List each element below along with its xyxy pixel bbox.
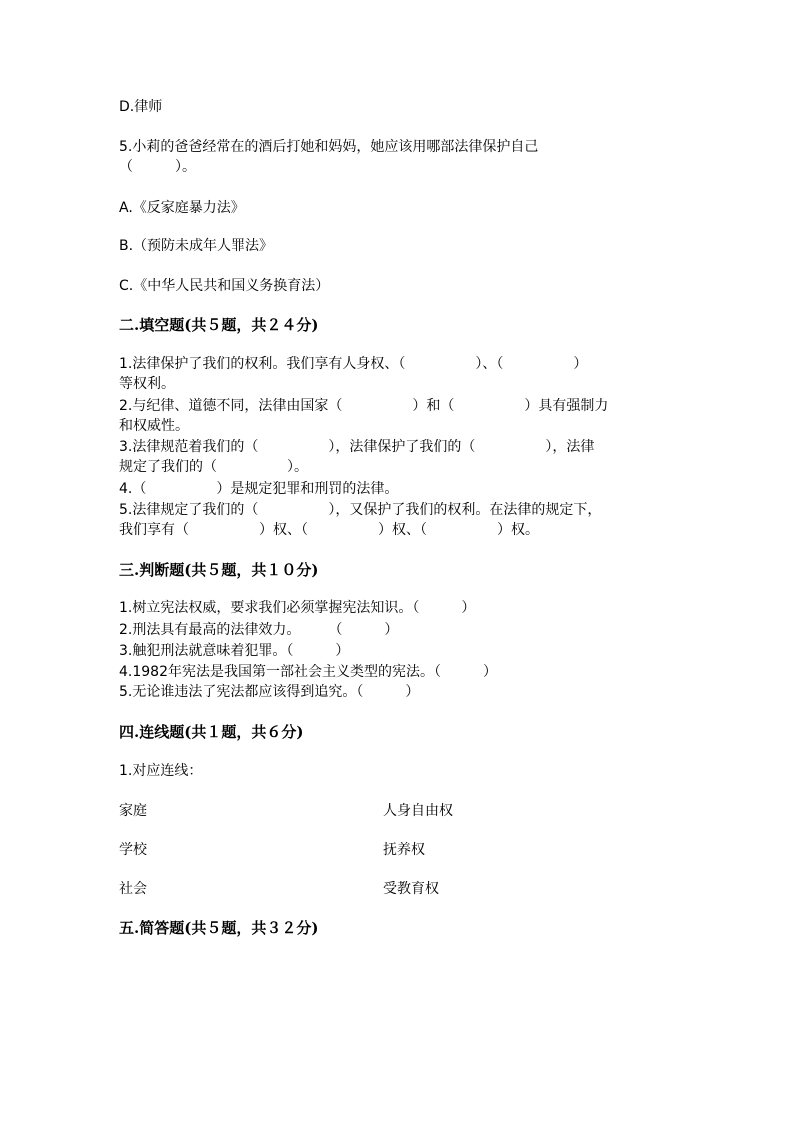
judge-line: 3.触犯刑法就意味着犯罪。（ ）	[119, 643, 350, 659]
fill-line: 和权威性。	[119, 418, 189, 434]
section-4-title: 四.连线题(共１题，共６分)	[119, 723, 304, 741]
fill-line: 等权利。	[119, 376, 175, 392]
fill-line: 2.与纪律、道德不同，法律由国家（ ）和（ ）具有强制力	[119, 398, 609, 414]
match-right-item: 受教育权	[383, 881, 439, 897]
q5-stem: 5.小莉的爸爸经常在的酒后打她和妈妈，她应该用哪部法律保护自己	[119, 139, 539, 155]
match-question: 1.对应连线：	[119, 763, 203, 779]
match-left-item: 社会	[119, 881, 147, 897]
q4-option-d: D.律师	[119, 99, 163, 115]
section-2-title: 二.填空题(共５题，共２４分)	[119, 316, 319, 334]
match-right-item: 抚养权	[383, 842, 425, 858]
judge-line: 2.刑法具有最高的法律效力。 （ ）	[119, 622, 399, 638]
judge-line: 5.无论谁违法了宪法都应该得到追究。（ ）	[119, 684, 420, 700]
fill-line: 5.法律规定了我们的（ ），又保护了我们的权利。在法律的规定下，	[119, 502, 602, 518]
judge-line: 4.1982年宪法是我国第一部社会主义类型的宪法。（ ）	[119, 664, 497, 680]
q5-option-a: A.《反家庭暴力法》	[119, 200, 245, 216]
q5-blank: （ ）。	[119, 159, 196, 175]
fill-line: 4.（ ）是规定犯罪和刑罚的法律。	[119, 481, 399, 497]
match-right-item: 人身自由权	[383, 803, 453, 819]
fill-line: 3.法律规范着我们的（ ），法律保护了我们的（ ），法律	[119, 439, 595, 455]
section-5-title: 五.简答题(共５题，共３２分)	[119, 919, 319, 937]
judge-line: 1.树立宪法权威，要求我们必须掌握宪法知识。（ ）	[119, 600, 476, 616]
fill-line: 我们享有（ ）权、（ ）权、（ ）权。	[119, 522, 539, 538]
fill-line: 1.法律保护了我们的权利。我们享有人身权、（ ）、（ ）	[119, 356, 588, 372]
q5-option-c: C.《中华人民共和国义务换育法）	[119, 278, 330, 294]
match-left-item: 家庭	[119, 803, 147, 819]
match-left-item: 学校	[119, 842, 147, 858]
section-3-title: 三.判断题(共５题，共１０分)	[119, 561, 319, 579]
fill-line: 规定了我们的（ ）。	[119, 459, 308, 475]
q5-option-b: B.（预防未成年人罪法》	[119, 238, 274, 254]
